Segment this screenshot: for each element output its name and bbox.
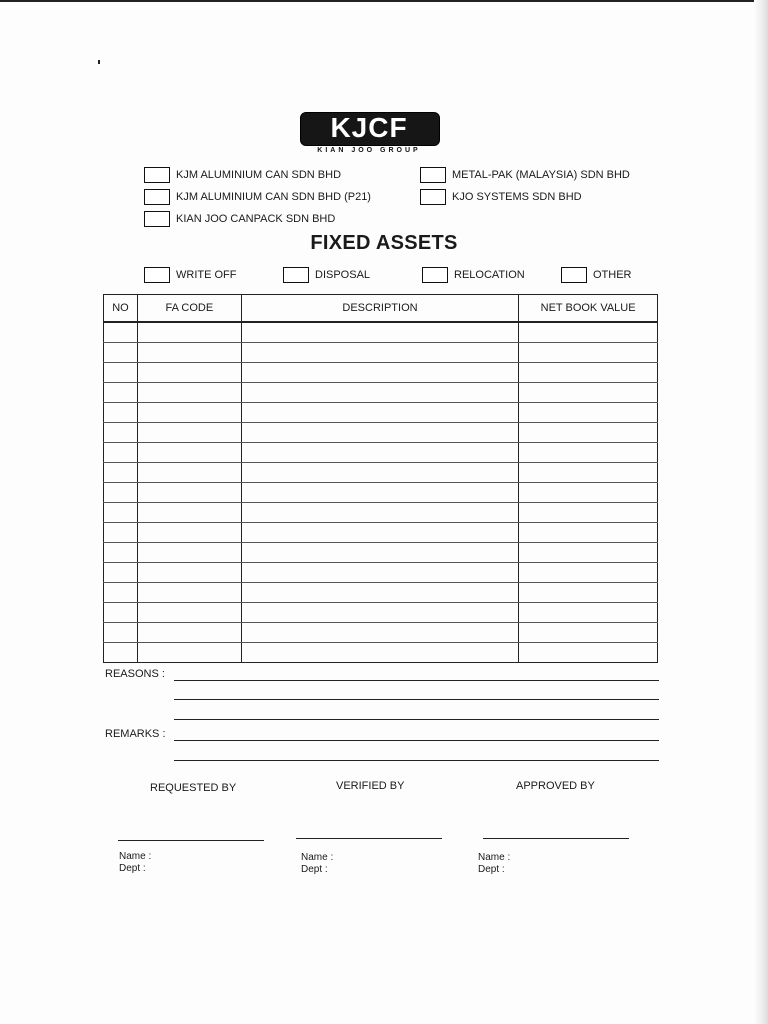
checkbox[interactable] xyxy=(420,189,446,205)
reasons-line[interactable] xyxy=(174,699,659,700)
column-header-no: NO xyxy=(104,295,138,323)
row-fa-code-cell[interactable] xyxy=(137,423,241,443)
row-no-cell[interactable] xyxy=(104,343,138,363)
table-row xyxy=(104,403,658,423)
row-no-cell[interactable] xyxy=(104,383,138,403)
row-no-cell[interactable] xyxy=(104,483,138,503)
row-net-book-value-cell[interactable] xyxy=(519,643,658,663)
row-net-book-value-cell[interactable] xyxy=(519,503,658,523)
column-header-net-book-value: NET BOOK VALUE xyxy=(519,295,658,323)
table-row xyxy=(104,643,658,663)
row-net-book-value-cell[interactable] xyxy=(519,423,658,443)
checkbox[interactable] xyxy=(144,167,170,183)
table-row xyxy=(104,343,658,363)
row-no-cell[interactable] xyxy=(104,403,138,423)
row-fa-code-cell[interactable] xyxy=(137,343,241,363)
table-row xyxy=(104,623,658,643)
page-right-edge xyxy=(754,0,768,1024)
table-body xyxy=(104,322,658,663)
approved-by-signature-line[interactable] xyxy=(483,838,629,839)
checkbox[interactable] xyxy=(144,189,170,205)
remarks-label: REMARKS : xyxy=(105,728,166,740)
action-option-label: WRITE OFF xyxy=(176,269,237,281)
logo-text: KJCF xyxy=(330,112,408,143)
table-row xyxy=(104,563,658,583)
table-row xyxy=(104,543,658,563)
column-header-description: DESCRIPTION xyxy=(241,295,518,323)
checkbox[interactable] xyxy=(283,267,309,283)
table-row xyxy=(104,363,658,383)
row-no-cell[interactable] xyxy=(104,563,138,583)
verified-by-title: VERIFIED BY xyxy=(336,780,405,792)
row-description-cell[interactable] xyxy=(241,583,518,603)
assets-table xyxy=(103,294,658,663)
row-description-cell[interactable] xyxy=(241,423,518,443)
company-logo xyxy=(300,112,440,158)
row-no-cell[interactable] xyxy=(104,503,138,523)
row-description-cell[interactable] xyxy=(241,483,518,503)
row-fa-code-cell[interactable] xyxy=(137,563,241,583)
page-top-edge xyxy=(0,0,768,2)
row-description-cell[interactable] xyxy=(241,363,518,383)
requested-by-signature-line[interactable] xyxy=(118,840,264,841)
table-header-row xyxy=(104,295,658,323)
row-no-cell[interactable] xyxy=(104,523,138,543)
row-description-cell[interactable] xyxy=(241,322,518,343)
table-row xyxy=(104,603,658,623)
company-option-kjm-aluminium[interactable] xyxy=(144,167,341,183)
row-description-cell[interactable] xyxy=(241,543,518,563)
company-option-label: METAL-PAK (MALAYSIA) SDN BHD xyxy=(452,169,630,181)
row-description-cell[interactable] xyxy=(241,503,518,523)
remarks-line[interactable] xyxy=(174,760,659,761)
checkbox[interactable] xyxy=(144,211,170,227)
checkbox[interactable] xyxy=(420,167,446,183)
company-option-kjm-aluminium-p21[interactable] xyxy=(144,189,371,205)
row-fa-code-cell[interactable] xyxy=(137,583,241,603)
row-net-book-value-cell[interactable] xyxy=(519,322,658,343)
form-title: FIXED ASSETS xyxy=(310,232,458,254)
row-no-cell[interactable] xyxy=(104,623,138,643)
row-no-cell[interactable] xyxy=(104,443,138,463)
reasons-label: REASONS : xyxy=(105,668,165,680)
row-no-cell[interactable] xyxy=(104,543,138,563)
company-option-kjo-systems[interactable] xyxy=(420,189,582,205)
row-net-book-value-cell[interactable] xyxy=(519,443,658,463)
action-option-other[interactable] xyxy=(561,267,632,283)
row-no-cell[interactable] xyxy=(104,603,138,623)
verified-by-name-label: Name : xyxy=(301,852,334,863)
column-header-fa-code: FA CODE xyxy=(137,295,241,323)
action-option-label: RELOCATION xyxy=(454,269,525,281)
action-option-label: OTHER xyxy=(593,269,632,281)
remarks-line[interactable] xyxy=(174,740,659,741)
requested-by-dept-label: Dept : xyxy=(119,863,146,874)
table-row xyxy=(104,443,658,463)
table-row xyxy=(104,583,658,603)
reasons-line[interactable] xyxy=(174,719,659,720)
row-fa-code-cell[interactable] xyxy=(137,503,241,523)
row-description-cell[interactable] xyxy=(241,343,518,363)
row-net-book-value-cell[interactable] xyxy=(519,603,658,623)
company-option-label: KJM ALUMINIUM CAN SDN BHD (P21) xyxy=(176,191,371,203)
checkbox[interactable] xyxy=(422,267,448,283)
requested-by-name-label: Name : xyxy=(119,851,152,862)
row-fa-code-cell[interactable] xyxy=(137,322,241,343)
row-description-cell[interactable] xyxy=(241,443,518,463)
verified-by-dept-label: Dept : xyxy=(301,864,328,875)
row-net-book-value-cell[interactable] xyxy=(519,343,658,363)
company-option-kian-joo-canpack[interactable] xyxy=(144,211,335,227)
row-fa-code-cell[interactable] xyxy=(137,363,241,383)
table-row xyxy=(104,383,658,403)
row-fa-code-cell[interactable] xyxy=(137,603,241,623)
checkbox[interactable] xyxy=(561,267,587,283)
row-no-cell[interactable] xyxy=(104,643,138,663)
row-fa-code-cell[interactable] xyxy=(137,383,241,403)
row-fa-code-cell[interactable] xyxy=(137,623,241,643)
row-description-cell[interactable] xyxy=(241,603,518,623)
row-net-book-value-cell[interactable] xyxy=(519,563,658,583)
row-no-cell[interactable] xyxy=(104,363,138,383)
company-option-label: KIAN JOO CANPACK SDN BHD xyxy=(176,213,336,225)
checkbox[interactable] xyxy=(144,267,170,283)
action-option-write-off[interactable] xyxy=(144,267,237,283)
verified-by-signature-line[interactable] xyxy=(296,838,442,839)
logo-subtitle: KIAN JOO GROUP xyxy=(317,147,421,154)
row-net-book-value-cell[interactable] xyxy=(519,523,658,543)
approved-by-title: APPROVED BY xyxy=(516,780,595,792)
table-row xyxy=(104,322,658,343)
row-fa-code-cell[interactable] xyxy=(137,523,241,543)
table-row xyxy=(104,523,658,543)
row-fa-code-cell[interactable] xyxy=(137,543,241,563)
row-net-book-value-cell[interactable] xyxy=(519,403,658,423)
action-option-disposal[interactable] xyxy=(283,267,370,283)
table-row xyxy=(104,483,658,503)
table-row xyxy=(104,423,658,443)
row-fa-code-cell[interactable] xyxy=(137,403,241,423)
row-no-cell[interactable] xyxy=(104,322,138,343)
row-description-cell[interactable] xyxy=(241,523,518,543)
action-option-label: DISPOSAL xyxy=(315,269,371,281)
approved-by-dept-label: Dept : xyxy=(478,864,505,875)
table-row xyxy=(104,463,658,483)
row-net-book-value-cell[interactable] xyxy=(519,363,658,383)
row-description-cell[interactable] xyxy=(241,563,518,583)
row-net-book-value-cell[interactable] xyxy=(519,463,658,483)
row-no-cell[interactable] xyxy=(104,583,138,603)
company-option-metal-pak[interactable] xyxy=(420,167,630,183)
company-option-label: KJO SYSTEMS SDN BHD xyxy=(452,191,582,203)
row-description-cell[interactable] xyxy=(241,643,518,663)
reasons-line[interactable] xyxy=(174,680,659,681)
row-net-book-value-cell[interactable] xyxy=(519,623,658,643)
company-option-label: KJM ALUMINIUM CAN SDN BHD xyxy=(176,169,342,181)
table-row xyxy=(104,503,658,523)
row-fa-code-cell[interactable] xyxy=(137,463,241,483)
row-net-book-value-cell[interactable] xyxy=(519,583,658,603)
action-option-relocation[interactable] xyxy=(422,267,525,283)
row-fa-code-cell[interactable] xyxy=(137,443,241,463)
row-net-book-value-cell[interactable] xyxy=(519,383,658,403)
row-net-book-value-cell[interactable] xyxy=(519,543,658,563)
row-fa-code-cell[interactable] xyxy=(137,643,241,663)
scan-mark xyxy=(98,60,100,64)
row-description-cell[interactable] xyxy=(241,383,518,403)
row-net-book-value-cell[interactable] xyxy=(519,483,658,503)
row-no-cell[interactable] xyxy=(104,463,138,483)
row-description-cell[interactable] xyxy=(241,403,518,423)
approved-by-name-label: Name : xyxy=(478,852,511,863)
row-no-cell[interactable] xyxy=(104,423,138,443)
row-description-cell[interactable] xyxy=(241,623,518,643)
requested-by-title: REQUESTED BY xyxy=(150,782,237,794)
row-fa-code-cell[interactable] xyxy=(137,483,241,503)
row-description-cell[interactable] xyxy=(241,463,518,483)
